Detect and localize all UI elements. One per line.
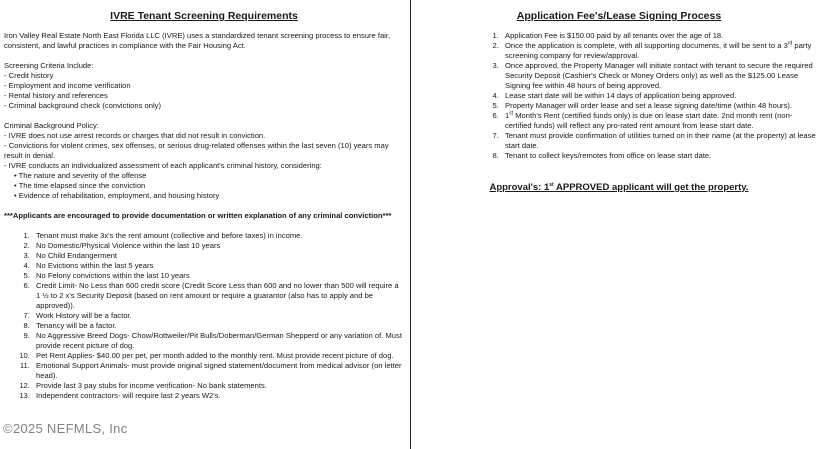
lease-step: 6. 1st Month's Rent (certified funds only) is due on lease start date. 2nd month rent (non-certified funds) will reflect any pro-rated rent amount from lease start date. [501, 111, 817, 131]
requirement-item: 8. Tenancy will be a factor. [32, 321, 404, 331]
lease-step: 3. Once approved, the Property Manager will initiate contact with tenant to secure the required Security Deposit (Cashier's Check or Money Orders only) as well as the $125.00 Lease Signing fee within 48 hours of being approved. [501, 61, 817, 91]
policy-line: - Convictions for violent crimes, sex offenses, or serious drug-related offenses within the last seven (10) years may result in denial. [4, 141, 389, 160]
policy-bullet: • The nature and severity of the offense [14, 171, 147, 180]
approval-note: Approval's: 1st APPROVED applicant will get the property. [489, 181, 749, 193]
lease-step: 8. Tenant to collect keys/remotes from office on lease start date. [501, 151, 817, 161]
policy-bullet: • Evidence of rehabilitation, employment, and housing history [14, 191, 220, 200]
requirement-item: 6. Credit Limit- No Less than 600 credit score (Credit Score Less than 600 and no lower than 500 will require a 1 ½ to 2 x's Security Deposit (based on rent amount or require a guarantor (also has to apply and be approved)). [32, 281, 404, 311]
requirement-item: 7. Work History will be a factor. [32, 311, 404, 321]
lease-step: 5. Property Manager will order lease and set a lease signing date/time (within 48 hours). [501, 101, 817, 111]
encourage-note: ***Applicants are encouraged to provide documentation or written explanation of any criminal conviction*** [4, 211, 392, 220]
criteria-heading: Screening Criteria Include: [4, 61, 94, 70]
requirement-item: 13. Independent contractors- will require last 2 years W2's. [32, 391, 404, 401]
lease-step: 4. Lease start date will be within 14 days of application being approved. [501, 91, 817, 101]
requirement-item: 1. Tenant must make 3x's the rent amount (collective and before taxes) in income. [32, 231, 404, 241]
lease-step: 2. Once the application is complete, with all supporting documents, it will be sent to a 3rd party screening company for review/approval. [501, 41, 817, 61]
criteria-item: - Criminal background check (convictions only) [4, 101, 161, 110]
policy-bullet: • The time elapsed since the conviction [14, 181, 146, 190]
policy-heading: Criminal Background Policy: [4, 121, 99, 130]
policy-line: - IVRE conducts an individualized assessment of each applicant's criminal history, considering: [4, 161, 322, 170]
lease-step: 1. Application Fee is $150.00 paid by all tenants over the age of 18. [501, 31, 817, 41]
requirement-item: 9. No Aggressive Breed Dogs- Chow/Rottweiler/Pit Bulls/Doberman/German Shepperd or any variation of. Must provide recent picture of dog. [32, 331, 404, 351]
criteria-item: - Rental history and references [4, 91, 108, 100]
requirements-list [4, 231, 404, 401]
requirement-item: 10. Pet Rent Applies- $40.00 per pet, per month added to the monthly rent. Must provide recent picture of dog. [32, 351, 404, 361]
screening-title: IVRE Tenant Screening Requirements [110, 10, 298, 22]
lease-steps-list [421, 31, 817, 161]
requirement-item: 11. Emotional Support Animals- must provide original signed statement/document from medical advisor (on letter head). [32, 361, 404, 381]
fee-title: Application Fee's/Lease Signing Process [516, 10, 722, 22]
intro-paragraph: Iron Valley Real Estate North East Florida LLC (IVRE) uses a standardized tenant screening process to ensure fair, consistent, and lawful practices in compliance with the Fair Housing Act. [4, 31, 391, 50]
requirement-item: 2. No Domestic/Physical Violence within the last 10 years [32, 241, 404, 251]
lease-step: 7. Tenant must provide confirmation of utilities turned on in their name (at the property) at lease start date. [501, 131, 817, 151]
mls-watermark: ©2025 NEFMLS, Inc [3, 421, 128, 436]
requirement-item: 5. No Felony convictions within the last 10 years [32, 271, 404, 281]
left-page [0, 0, 410, 449]
criteria-list [4, 71, 404, 111]
requirement-item: 12. Provide last 3 pay stubs for income verification- No bank statements. [32, 381, 404, 391]
criteria-item: - Employment and income verification [4, 81, 131, 90]
requirement-item: 4. No Evictions within the last 5 years [32, 261, 404, 271]
criteria-item: - Credit history [4, 71, 54, 80]
requirement-item: 3. No Child Endangerment [32, 251, 404, 261]
right-page [411, 0, 825, 449]
policy-line: - IVRE does not use arrest records or charges that did not result in conviction. [4, 131, 266, 140]
